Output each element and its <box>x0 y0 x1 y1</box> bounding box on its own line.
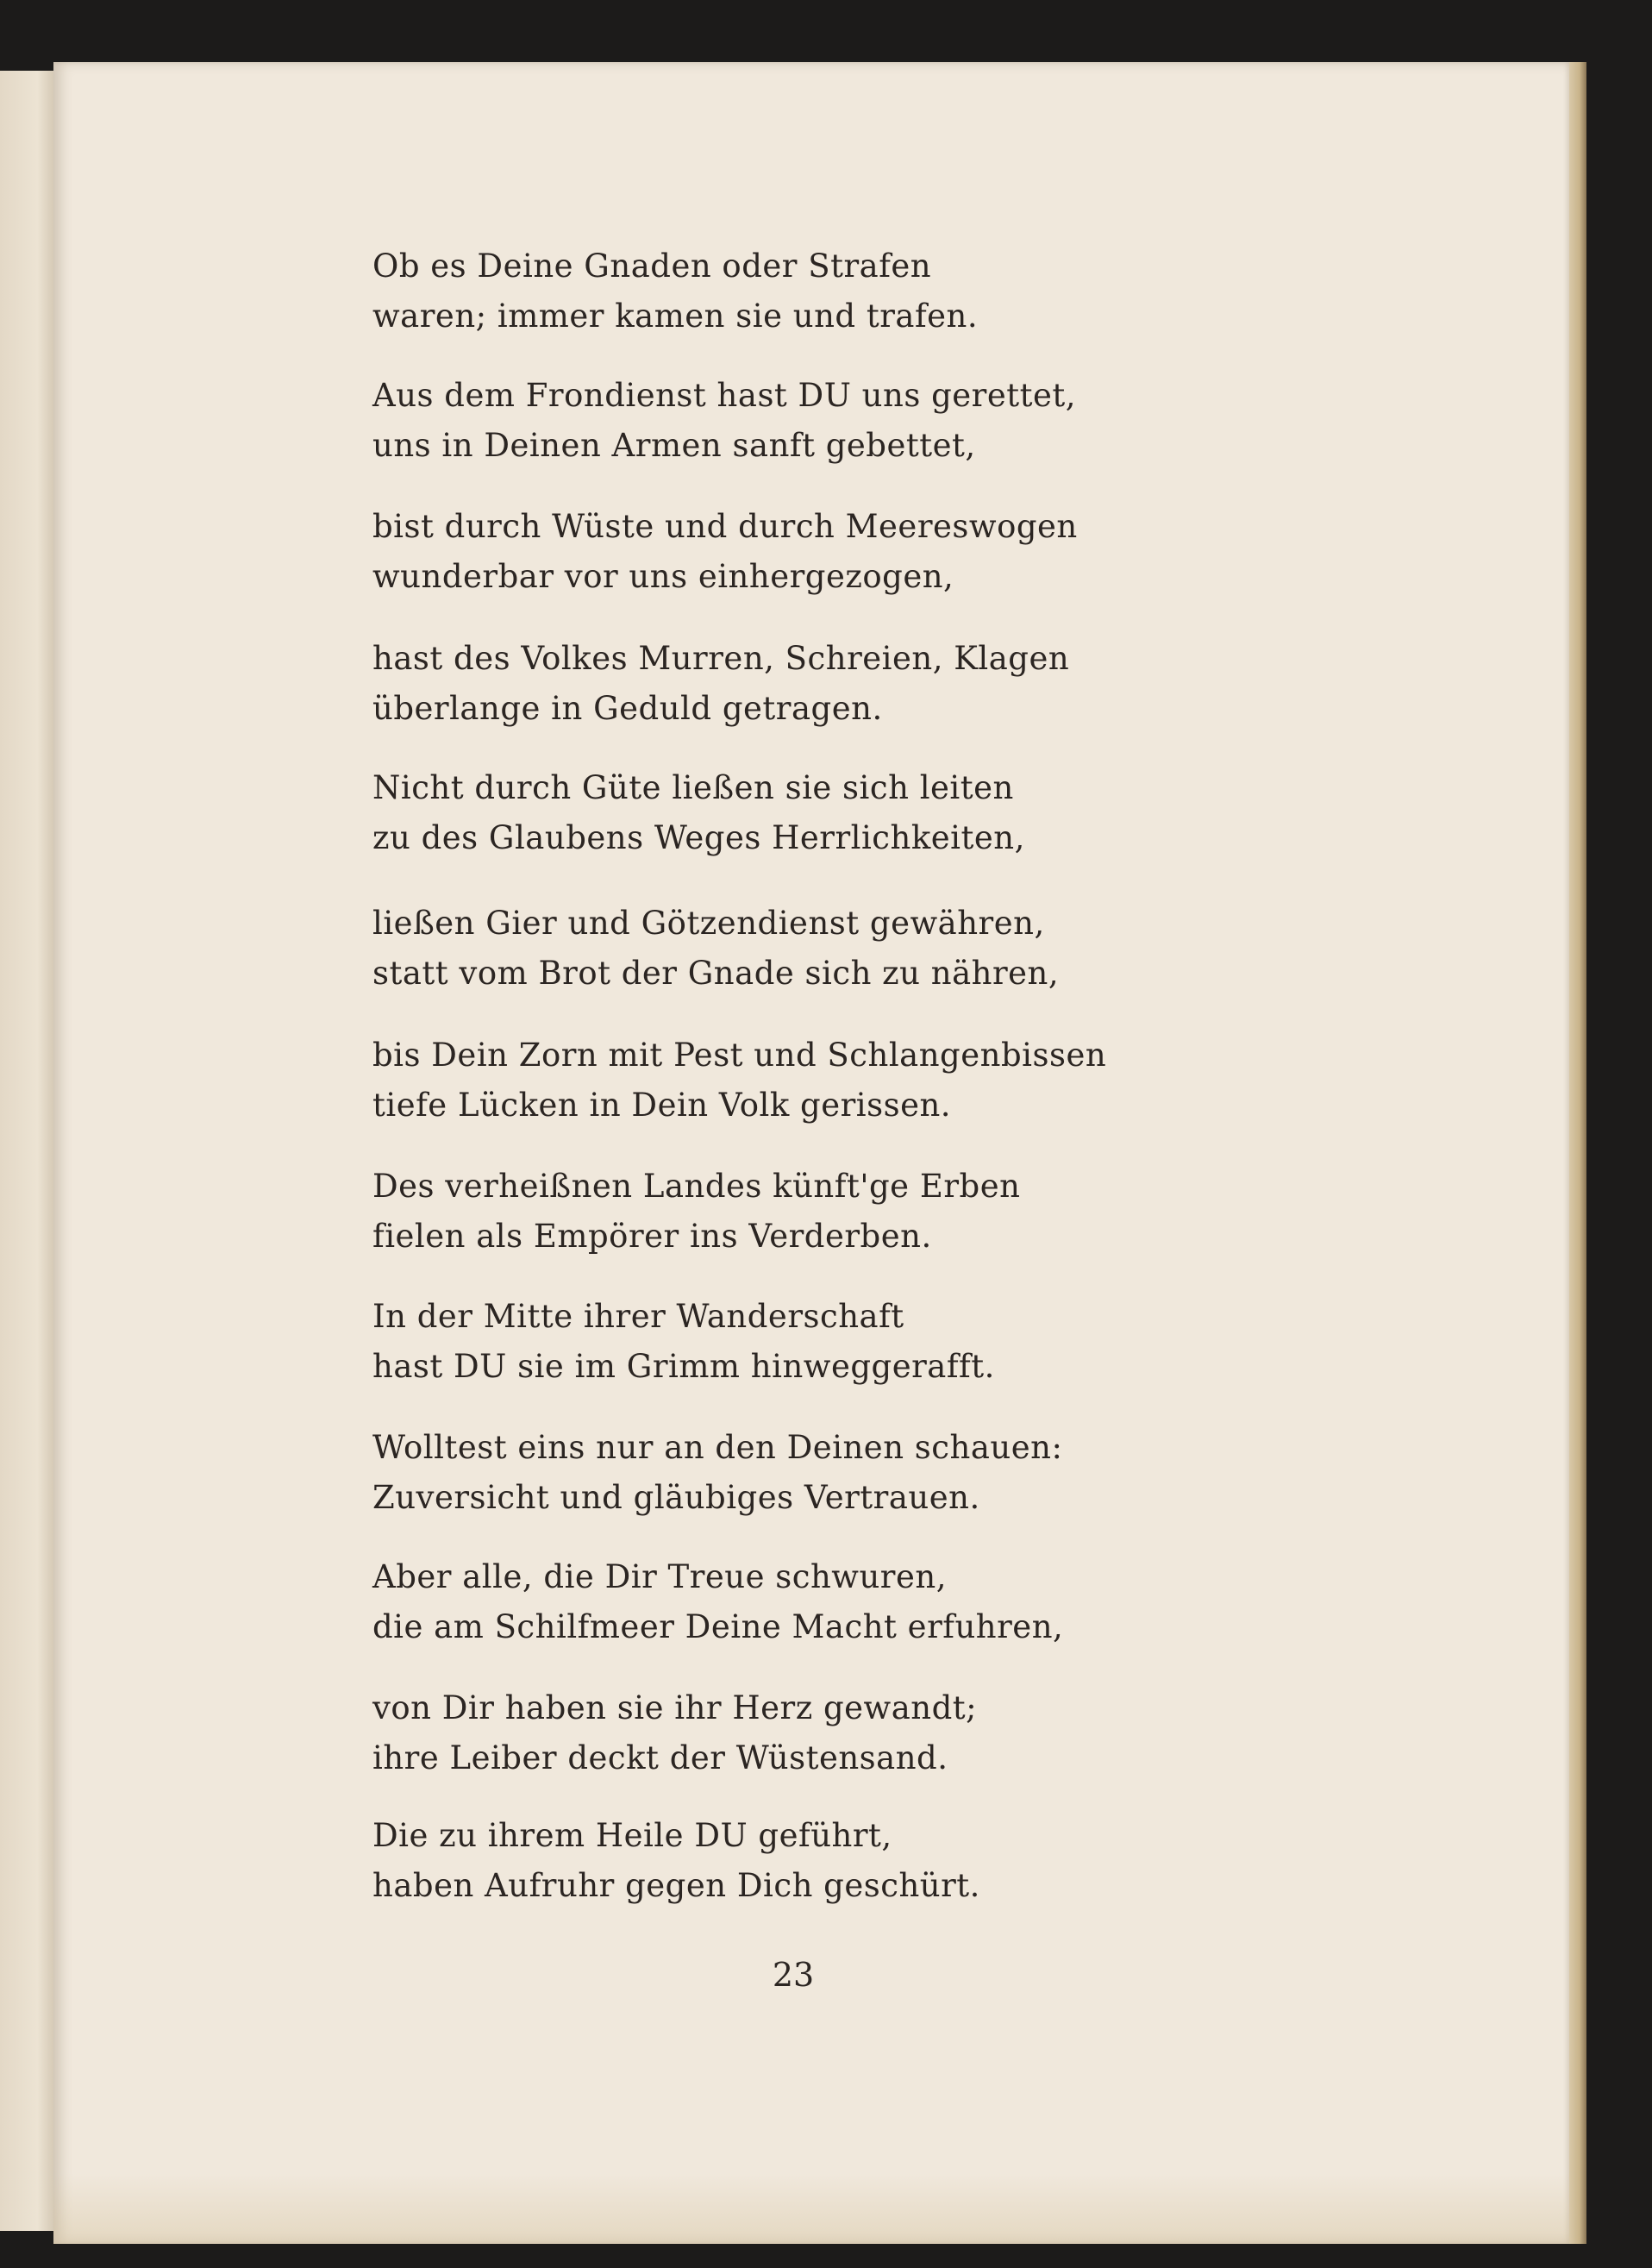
poem-line: ihre Leiber deckt der Wüstensand. <box>372 1739 948 1776</box>
stanza <box>372 1031 1235 1131</box>
stanza <box>372 1423 1235 1523</box>
stanza <box>372 899 1235 999</box>
poem-line: Aber alle, die Dir Treue schwuren, <box>372 1558 947 1595</box>
poem-line: die am Schilfmeer Deine Macht erfuhren, <box>372 1608 1064 1645</box>
poem-line: Des verheißnen Landes künft'ge Erben <box>372 1168 1021 1205</box>
poem-line: fielen als Empörer ins Verderben. <box>372 1218 932 1255</box>
poem-line: haben Aufruhr gegen Dich geschürt. <box>372 1867 980 1904</box>
poem-line: tiefe Lücken in Dein Volk gerissen. <box>372 1087 952 1124</box>
poem-line: wunderbar vor uns einhergezogen, <box>372 558 954 595</box>
poem-line: In der Mitte ihrer Wanderschaft <box>372 1298 904 1335</box>
poem-line: Nicht durch Güte ließen sie sich leiten <box>372 769 1014 806</box>
poem-line: bis Dein Zorn mit Pest und Schlangenbissen <box>372 1037 1107 1074</box>
poem-line: uns in Deinen Armen sanft gebettet, <box>372 427 976 464</box>
poem-line: bist durch Wüste und durch Meereswogen <box>372 508 1078 545</box>
poem-line: Ob es Deine Gnaden oder Strafen <box>372 247 932 285</box>
poem-line: Aus dem Frondienst hast DU uns gerettet, <box>372 377 1077 414</box>
poem-line: Die zu ihrem Heile DU geführt, <box>372 1817 892 1854</box>
poem-line: Wolltest eins nur an den Deinen schauen: <box>372 1429 1063 1466</box>
poem-line: zu des Glaubens Weges Herrlichkeiten, <box>372 819 1025 856</box>
page-number: 23 <box>772 1956 815 1994</box>
stanza <box>372 634 1235 734</box>
stanza <box>372 763 1235 863</box>
stanza <box>372 1292 1235 1392</box>
stanza <box>372 371 1235 471</box>
stanza <box>372 1811 1235 1911</box>
poem-line: Zuversicht und gläubiges Vertrauen. <box>372 1479 980 1516</box>
stanza <box>372 241 1235 341</box>
stanza <box>372 502 1235 602</box>
poem-line: statt vom Brot der Gnade sich zu nähren, <box>372 955 1060 992</box>
poem-line: überlange in Geduld getragen. <box>372 690 883 727</box>
page-fore-edge <box>1569 62 1586 2244</box>
stanza <box>372 1552 1235 1652</box>
poem-line: ließen Gier und Götzendienst gewähren, <box>372 905 1045 942</box>
page-foxing <box>53 2173 1569 2244</box>
poem-line: hast DU sie im Grimm hinweggerafft. <box>372 1348 995 1385</box>
stanza <box>372 1162 1235 1262</box>
poem-line: von Dir haben sie ihr Herz gewandt; <box>372 1689 978 1726</box>
stanza <box>372 1683 1235 1783</box>
poem-line: hast des Volkes Murren, Schreien, Klagen <box>372 640 1070 677</box>
poem-line: waren; immer kamen sie und trafen. <box>372 298 979 335</box>
left-page-edge <box>0 71 53 2231</box>
